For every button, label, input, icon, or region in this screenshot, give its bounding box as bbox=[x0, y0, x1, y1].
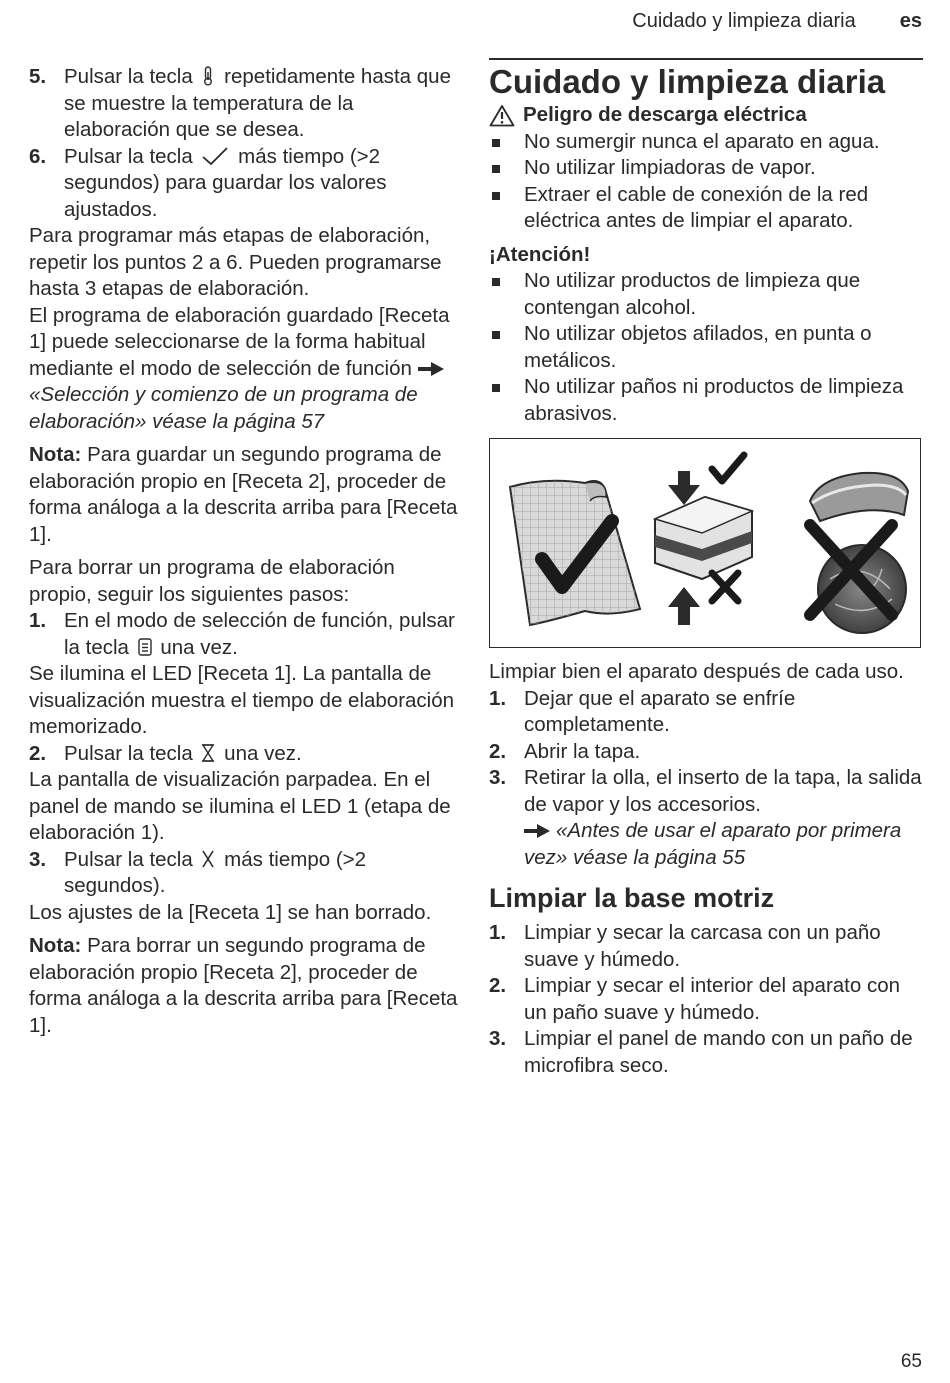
step-5: 5. Pulsar la tecla repetidamente hasta que se muestre la temperatura de la elaboración que se desea. bbox=[29, 65, 451, 141]
base-step-1: 1. Limpiar y secar la carcasa con un paño suave y húmedo. bbox=[489, 921, 881, 971]
warning-heading: Peligro de descarga eléctrica bbox=[489, 102, 923, 129]
clean-step-1: 1. Dejar que el aparato se enfríe completamente. bbox=[489, 686, 796, 736]
page-header bbox=[632, 6, 922, 36]
paragraph-more-stages: Para programar más etapas de elaboración, repetir los puntos 2 a 6. Pueden programarse hasta 3 etapas de elaboración. bbox=[29, 224, 442, 300]
clean-step-3: 3. Retirar la olla, el inserto de la tapa, la salida de vapor y los accesorios. «Antes de usar el aparato por primera vez» véase la página 55 bbox=[489, 766, 922, 869]
cancel-x-icon bbox=[200, 849, 216, 869]
arrow-right-icon bbox=[418, 362, 444, 376]
attention-item: No utilizar productos de limpieza que contengan alcohol. bbox=[489, 268, 923, 321]
warning-triangle-icon bbox=[489, 104, 515, 127]
check-mark bbox=[712, 455, 744, 481]
soft-cloth-icon bbox=[510, 481, 640, 625]
warning-item: No sumergir nunca el aparato en agua. bbox=[489, 129, 923, 156]
delete-step-1-result: Se ilumina el LED [Receta 1]. La pantalla de visualización muestra el tiempo de elaboración memorizado. bbox=[29, 662, 455, 738]
delete-step-2-result: La pantalla de visualización parpadea. En el panel de mando se ilumina el LED 1 (etapa de elaboración 1). bbox=[29, 768, 451, 844]
subsection-title: Limpiar la base motriz bbox=[489, 883, 775, 913]
clean-step-2: 2. Abrir la tapa. bbox=[489, 739, 641, 763]
paragraph-saved-program: El programa de elaboración guardado [Receta 1] puede seleccionarse de la forma habitual mediante el modo de selección de función «Selección y comienzo de un programa de elaboración» véase la página 57 bbox=[29, 303, 450, 433]
attention-item: No utilizar objetos afilados, en punta o metálicos. bbox=[489, 321, 923, 374]
right-column bbox=[489, 64, 923, 1079]
hourglass-icon bbox=[200, 743, 216, 763]
menu-list-icon bbox=[137, 637, 153, 657]
cleaning-illustration bbox=[489, 438, 921, 648]
left-column bbox=[29, 64, 462, 1039]
paragraph-delete-intro: Para borrar un programa de elaboración propio, seguir los siguientes pasos: bbox=[29, 556, 395, 606]
language-code: es bbox=[899, 9, 922, 32]
warning-item: No utilizar limpiadoras de vapor. bbox=[489, 155, 923, 182]
arrow-down-icon bbox=[668, 471, 700, 505]
note-1: Nota: Para guardar un segundo programa de elaboración propio en [Receta 2], proceder de forma análoga a la descrita arriba para [Receta 1]. bbox=[29, 443, 458, 546]
delete-step-3: 3. Pulsar la tecla más tiempo (>2 segundos). bbox=[29, 847, 367, 897]
base-step-2: 2. Limpiar y secar el interior del aparato con un paño suave y húmedo. bbox=[489, 974, 901, 1024]
delete-step-2: 2. Pulsar la tecla una vez. bbox=[29, 741, 302, 765]
attention-heading: ¡Atención! bbox=[489, 242, 591, 266]
note-2: Nota: Para borrar un segundo programa de elaboración propio [Receta 2], proceder de forma análoga a la descrita arriba para [Receta 1]. bbox=[29, 934, 458, 1037]
thermometer-icon bbox=[200, 66, 216, 86]
section-rule bbox=[489, 58, 923, 60]
step-6: 6. Pulsar la tecla más tiempo (>2 segundos) para guardar los valores ajustados. bbox=[29, 144, 387, 221]
arrow-right-icon bbox=[524, 824, 550, 838]
sponge-icon bbox=[655, 455, 752, 625]
arrow-up-icon bbox=[668, 587, 700, 625]
attention-item: No utilizar paños ni productos de limpieza abrasivos. bbox=[489, 374, 923, 427]
header-title: Cuidado y limpieza diaria bbox=[632, 9, 856, 32]
abrasive-pad-icon bbox=[810, 473, 908, 633]
page-number: 65 bbox=[900, 1351, 922, 1372]
paragraph-clean-after-use: Limpiar bien el aparato después de cada uso. bbox=[489, 660, 904, 683]
delete-step-3-result: Los ajustes de la [Receta 1] se han borrado. bbox=[29, 900, 432, 924]
cleaning-dos-donts-image bbox=[490, 439, 919, 646]
warning-item: Extraer el cable de conexión de la red eléctrica antes de limpiar el aparato. bbox=[489, 182, 923, 235]
base-step-3: 3. Limpiar el panel de mando con un paño de microfibra seco. bbox=[489, 1027, 913, 1077]
checkmark-icon bbox=[200, 146, 230, 166]
section-title: Cuidado y limpieza diaria bbox=[489, 63, 886, 100]
delete-step-1: 1. En el modo de selección de función, pulsar la tecla una vez. bbox=[29, 609, 455, 659]
